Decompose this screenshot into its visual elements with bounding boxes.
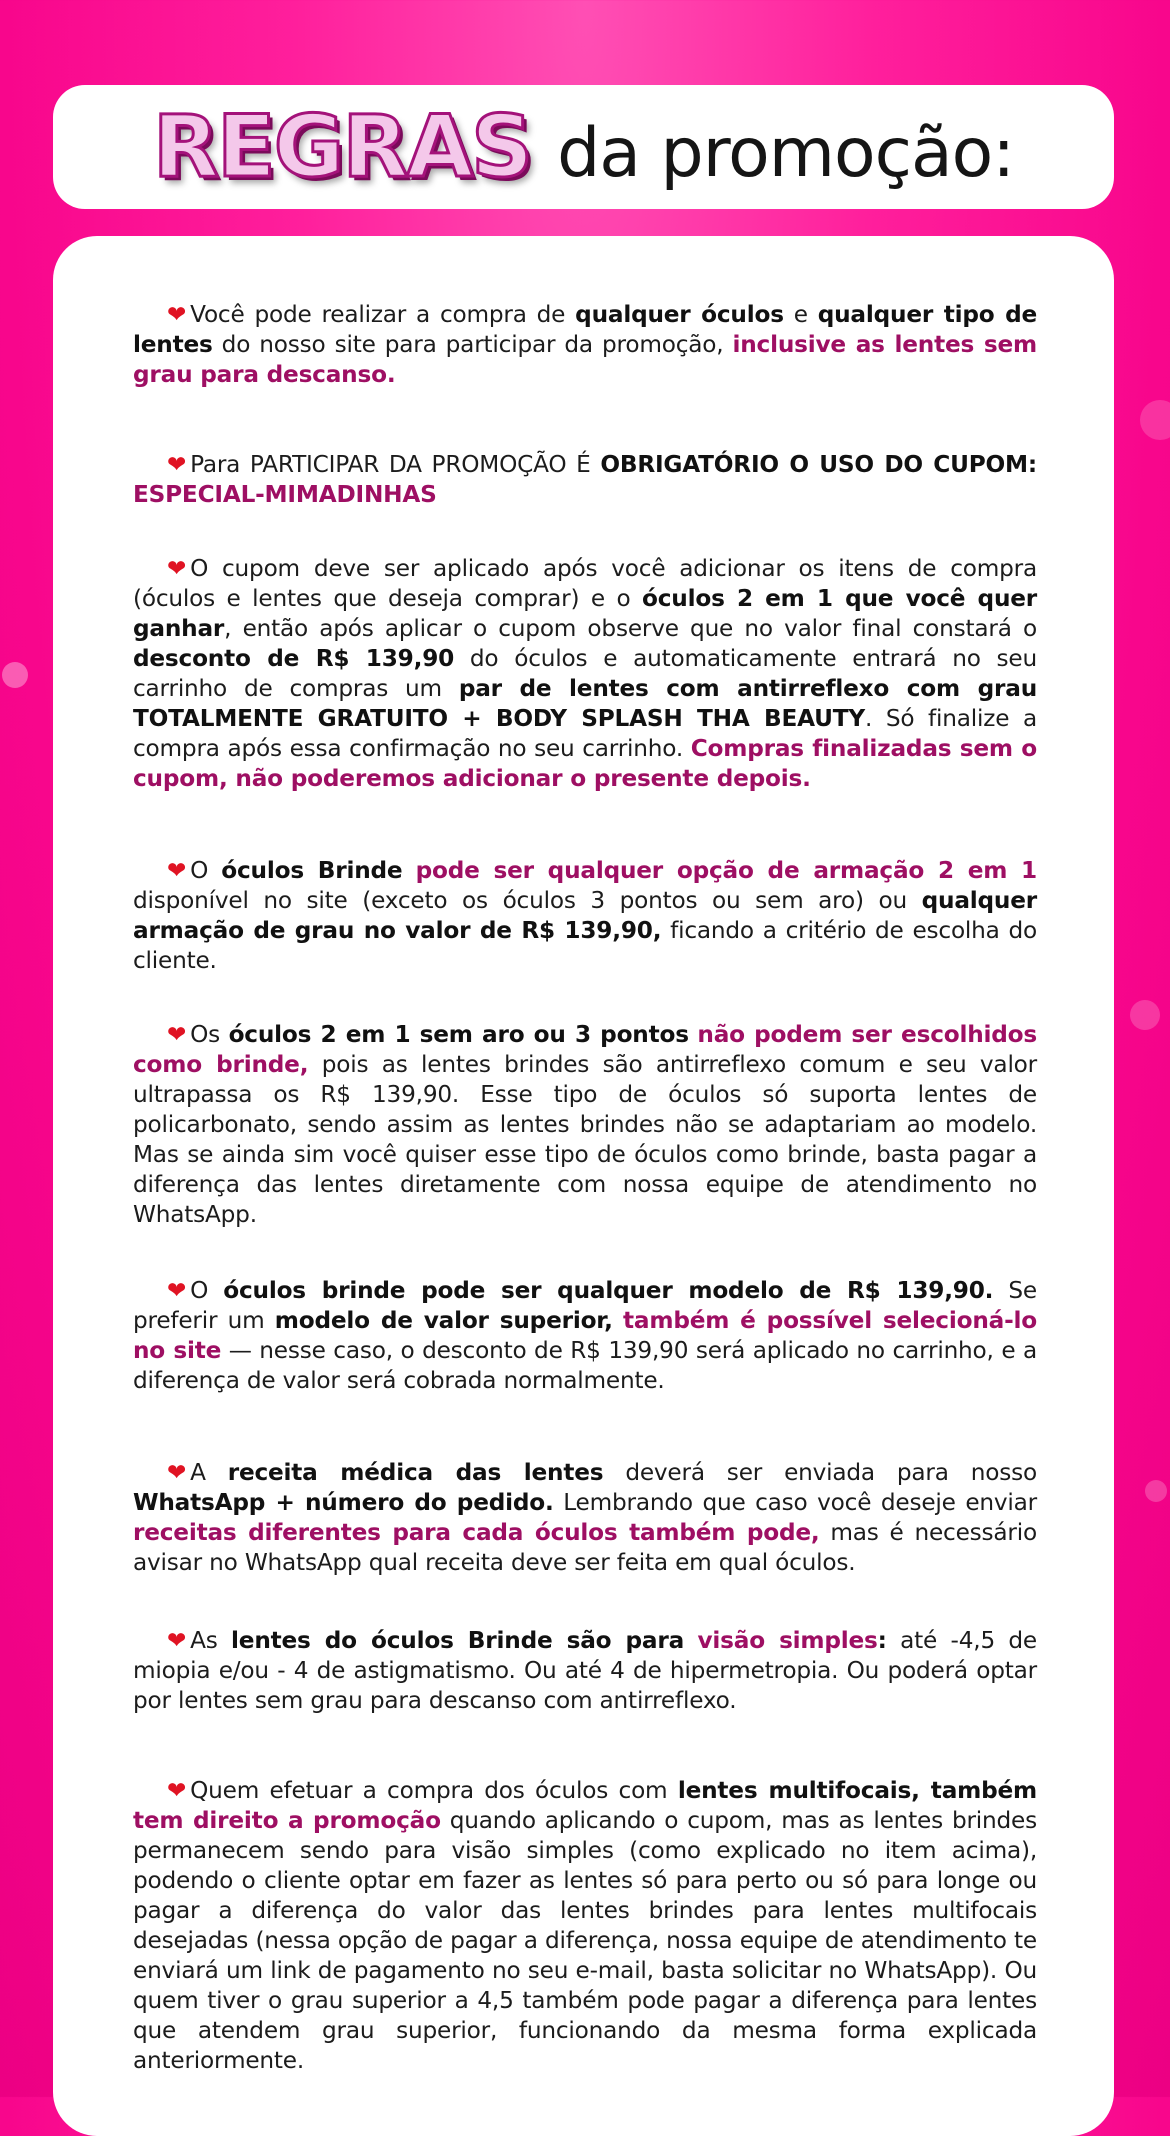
rule-text: Se preferir um (133, 1277, 1037, 1334)
heart-icon: ❤ (167, 1278, 187, 1304)
rule-text: As (190, 1627, 232, 1654)
highlight-text: visão simples (697, 1627, 878, 1654)
rule-text (613, 1307, 623, 1334)
heart-icon: ❤ (167, 1628, 187, 1654)
bold-text: qualquer tipo de lentes (133, 301, 1037, 358)
rule-text: O (190, 857, 222, 884)
heart-icon: ❤ (167, 858, 187, 884)
rule-item (133, 856, 1037, 976)
highlight-text: tem direito a promoção (133, 1807, 441, 1834)
rule-text: Você pode realizar a compra de (190, 301, 576, 328)
bold-text: par de lentes com antirreflexo com grau TOTALMENTE GRATUITO + BODY SPLASH THA BEAUTY (133, 675, 1037, 732)
rule-text: . Só finalize a compra após essa confirmação no seu carrinho. (133, 705, 1037, 762)
rule-text: mas é necessário avisar no WhatsApp qual receita deve ser feita em qual óculos. (133, 1519, 1037, 1576)
rule-text: até -4,5 de miopia e/ou - 4 de astigmatismo. Ou até 4 de hipermetropia. Ou poderá optar por lentes sem grau para descanso com antirreflexo. (133, 1627, 1037, 1714)
heart-icon: ❤ (167, 1460, 187, 1486)
bold-text: óculos brinde pode ser qualquer modelo de R$ 139,90. (223, 1277, 994, 1304)
bold-text: óculos Brinde (221, 857, 403, 884)
rule-text: — nesse caso, o desconto de R$ 139,90 será aplicado no carrinho, e a diferença de valor será cobrada normalmente. (133, 1337, 1037, 1394)
rule-text: , então após aplicar o cupom observe que no valor final constará o (224, 615, 1037, 642)
bold-text: lentes do óculos Brinde são para (231, 1627, 685, 1654)
highlight-text: não podem ser escolhidos como brinde, (133, 1021, 1037, 1078)
rule-text: Quem efetuar a compra dos óculos com (190, 1777, 678, 1804)
highlight-text: inclusive as lentes sem grau para descanso. (133, 331, 1037, 388)
rule-item (133, 1776, 1037, 2076)
bold-text: qualquer óculos (575, 301, 784, 328)
heart-icon: ❤ (167, 1778, 187, 1804)
bold-text: lentes multifocais, também (677, 1777, 1037, 1804)
bokeh-dot (1130, 1000, 1160, 1030)
rule-item (133, 554, 1037, 794)
title-rules-word: REGRAS (152, 97, 532, 197)
rule-text: O cupom deve ser aplicado após você adicionar os itens de compra (óculos e lentes que deseja comprar) e o (133, 555, 1037, 612)
rule-text: O (190, 1277, 224, 1304)
rule-text (402, 857, 415, 884)
highlight-text: receitas diferentes para cada óculos também pode, (133, 1519, 820, 1546)
highlight-text: também é possível selecioná-lo no site (133, 1307, 1037, 1364)
heart-icon: ❤ (167, 556, 187, 582)
rule-text: disponível no site (exceto os óculos 3 pontos ou sem aro) ou (133, 887, 922, 914)
bold-text: óculos 2 em 1 que você quer ganhar (133, 585, 1038, 642)
promo-title-banner (53, 85, 1114, 209)
title-rest: da promoção: (557, 114, 1015, 193)
heart-icon: ❤ (167, 302, 187, 328)
rule-item (133, 300, 1037, 390)
rule-text: ficando a critério de escolha do cliente. (133, 917, 1038, 974)
bold-text: receita médica das lentes (227, 1459, 604, 1486)
highlight-text: pode ser qualquer opção de armação 2 em 1 (415, 857, 1037, 884)
bold-text: desconto de R$ 139,90 (133, 645, 455, 672)
highlight-text: Compras finalizadas sem o cupom, não poderemos adicionar o presente depois. (133, 735, 1037, 792)
bold-text: qualquer armação de grau no valor de R$ 139,90, (133, 887, 1037, 944)
rule-text: do óculos e automaticamente entrará no seu carrinho de compras um (133, 645, 1037, 702)
rule-text: Os (190, 1021, 229, 1048)
heart-icon: ❤ (167, 452, 187, 478)
rule-text: deverá ser enviada para nosso (603, 1459, 1037, 1486)
rule-text: do nosso site para participar da promoção, (212, 331, 733, 358)
rule-item (133, 1458, 1037, 1578)
highlight-text: ESPECIAL-MIMADINHAS (133, 481, 437, 508)
bold-text: modelo de valor superior, (274, 1307, 613, 1334)
rule-text: A (190, 1459, 228, 1486)
rule-text: pois as lentes brindes são antirreflexo comum e seu valor ultrapassa os R$ 139,90. Esse tipo de óculos só suporta lentes de policarbonato, sendo assim as lentes brindes não se adaptariam ao modelo. Mas se ainda sim você quiser esse tipo de óculos como brinde, basta pagar a diferença das lentes diretamente com nossa equipe de atendimento no WhatsApp. (133, 1051, 1038, 1228)
bokeh-dot (2, 662, 28, 688)
bokeh-dot (1140, 400, 1170, 440)
page-title (153, 97, 1014, 197)
rule-item (133, 1020, 1037, 1230)
rules-list (133, 300, 1037, 2076)
bold-text: óculos 2 em 1 sem aro ou 3 pontos (228, 1021, 689, 1048)
rule-text (684, 1627, 697, 1654)
bokeh-dot (1145, 1480, 1167, 1502)
rule-item (133, 450, 1037, 510)
rule-text: quando aplicando o cupom, mas as lentes brindes permanecem sendo para visão simples (como explicado no item acima), podendo o cliente optar em fazer as lentes só para perto ou só para longe ou pagar a diferença do valor das lentes brindes para lentes multifocais desejadas (nessa opção de pagar a diferença, nossa equipe de atendimento te enviará um link de pagamento no seu e-mail, basta solicitar no WhatsApp). Ou quem tiver o grau superior a 4,5 também pode pagar a diferença para lentes que atendem grau superior, funcionando da mesma forma explicada anteriormente. (133, 1807, 1037, 2074)
bold-text: OBRIGATÓRIO O USO DO CUPOM: (600, 451, 1037, 478)
bold-text: WhatsApp + número do pedido. (133, 1489, 554, 1516)
bold-text: : (877, 1627, 887, 1654)
rule-item (133, 1276, 1037, 1396)
rule-text: e (783, 301, 818, 328)
rule-text: Para PARTICIPAR DA PROMOÇÃO É (190, 451, 601, 478)
rule-item (133, 1626, 1037, 1716)
heart-icon: ❤ (167, 1022, 187, 1048)
rule-text: Lembrando que caso você deseje enviar (553, 1489, 1037, 1516)
